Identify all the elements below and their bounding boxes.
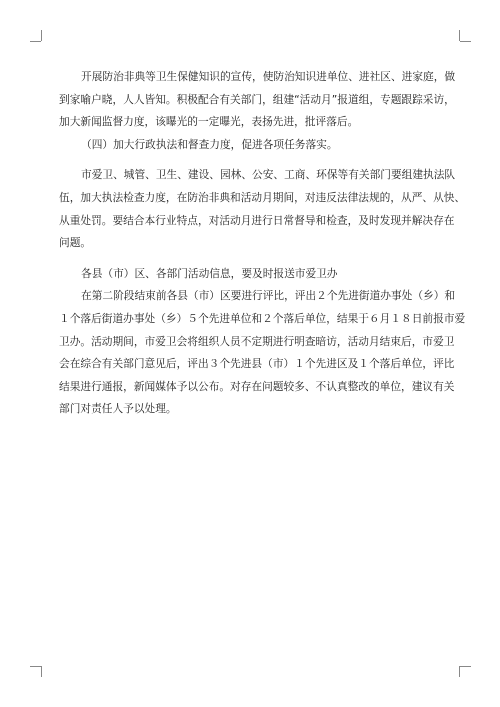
text-line: 到家喻户晓，人人皆知。积极配合有关部门，组建“活动月”报道组，专题跟踪采访， [59, 92, 455, 106]
text-line: 加大新闻监督力度，该曝光的一定曝光，表扬先进，批评落后。 [59, 115, 359, 129]
text-line: 问题。 [59, 236, 92, 250]
text-line: 在第二阶段结束前各县（市）区要进行评比，评出２个先进街道办事处（乡）和 [81, 289, 456, 303]
section-heading-enforcement [59, 134, 441, 157]
paragraph-evaluation [59, 285, 466, 421]
text-line: 会在综合有关部门意见后，评出３个先进县（市）１个先进区及１个落后单位，评比 [59, 357, 455, 371]
text-line: 从重处罚。要结合本行业特点，对活动月进行日常督导和检查，及时发现并解决存在 [59, 213, 455, 227]
section-heading-reporting [59, 263, 441, 286]
text-line: 部门对责任人予以处理。 [59, 402, 177, 416]
text-line: 卫办。活动期间，市爱卫会将组织人员不定期进行明查暗访，活动月结束后，市爱卫 [59, 334, 455, 348]
text-line: 伍，加大执法检查力度，在防治非典和活动月期间，对违反法律法规的，从严、从快、 [59, 190, 466, 204]
document-body [59, 66, 466, 421]
text-line: 各县（市）区、各部门活动信息，要及时报送市爱卫办 [81, 266, 338, 280]
text-line: 结果进行通报，新闻媒体予以公布。对存在问题较多、不认真整改的单位，建议有关 [59, 379, 455, 393]
text-line: （四）加大行政执法和督查力度，促进各项任务落实。 [81, 137, 338, 151]
text-line: 开展防治非典等卫生保健知识的宣传，使防治知识进单位、进社区、进家庭，做 [81, 70, 456, 83]
text-line: １个落后街道办事处（乡）５个先进单位和２个落后单位，结果于６月１８日前报市爱 [59, 311, 466, 325]
text-line: 市爱卫、城管、卫生、建设、园林、公安、工商、环保等有关部门要组建执法队 [81, 168, 456, 182]
paragraph-enforcement [59, 164, 466, 254]
paragraph-publicity [59, 66, 456, 134]
